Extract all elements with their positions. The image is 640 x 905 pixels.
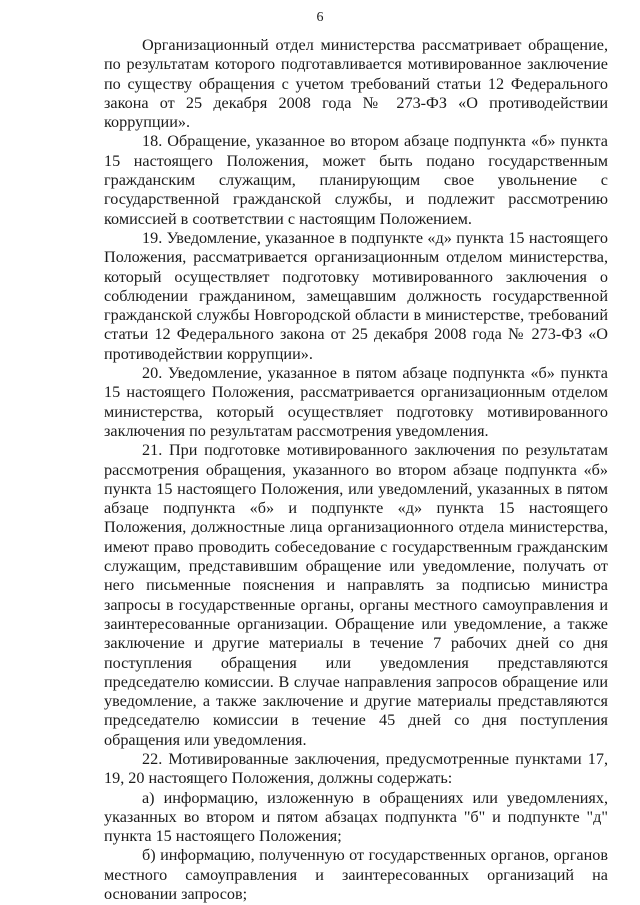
paragraph-21: 21. При подготовке мотивированного заключения по результатам рассмотрения обращения, указанного во втором абзаце подпункта «б» пункта 15 настоящего Положения, или уведомлений, указанных в пятом абзаце подпункта «б» и подпункте «д» пункта 15 настоящего Положения, должностные лица организационного отдела министерства, имеют право проводить собеседование с государственным гражданским служащим, представившим обращение или уведомление, получать от него письменные пояснения и направлять за подписью министра запросы в государственные органы, органы местного самоуправления и заинтересованные организации. Обращение или уведомление, а также заключение и другие материалы в течение 7 рабочих дней со дня поступления обращения или уведомления представляются председателю комиссии. В случае направления запросов обращение или уведомление, а также заключение и другие материалы представляются председателю комиссии в течение 45 дней со дня поступления обращения или уведомления. [104,441,608,749]
page-number: 6 [316,10,324,25]
paragraph-22-item-b: б) информацию, полученную от государственных органов, органов местного самоуправления и заинтересованных организаций на основании запросов; [104,846,608,904]
paragraph-22: 22. Мотивированные заключения, предусмотренные пунктами 17, 19, 20 настоящего Положения, должны содержать: [104,749,608,788]
document-body [104,36,608,904]
paragraph-19: 19. Уведомление, указанное в подпункте «д» пункта 15 настоящего Положения, рассматривается организационным отделом министерства, который осуществляет подготовку мотивированного заключения о соблюдении гражданином, замещавшим должность государственной гражданской службы Новгородской области в министерстве, требований статьи 12 Федерального закона от 25 декабря 2008 года № 273-ФЗ «О противодействии коррупции». [104,228,608,363]
paragraph-20: 20. Уведомление, указанное в пятом абзаце подпункта «б» пункта 15 настоящего Положения, рассматривается организационным отделом министерства, который осуществляет подготовку мотивированного заключения по результатам рассмотрения уведомления. [104,364,608,440]
paragraph-18: 18. Обращение, указанное во втором абзаце подпункта «б» пункта 15 настоящего Положения, может быть подано государственным гражданским служащим, планирующим свое увольнение с государственной гражданской службы, и подлежит рассмотрению комиссией в соответствии с настоящим Положением. [104,132,608,228]
paragraph-org-department: Организационный отдел министерства рассматривает обращение, по результатам которого подготавливается мотивированное заключение по существу обращения с учетом требований статьи 12 Федерального закона от 25 декабря 2008 года № 273-ФЗ «О противодействии коррупции». [104,36,608,132]
paragraph-22-item-a: а) информацию, изложенную в обращениях или уведомлениях, указанных во втором и пятом абзацах подпункта "б" и подпункте "д" пункта 15 настоящего Положения; [104,788,608,846]
